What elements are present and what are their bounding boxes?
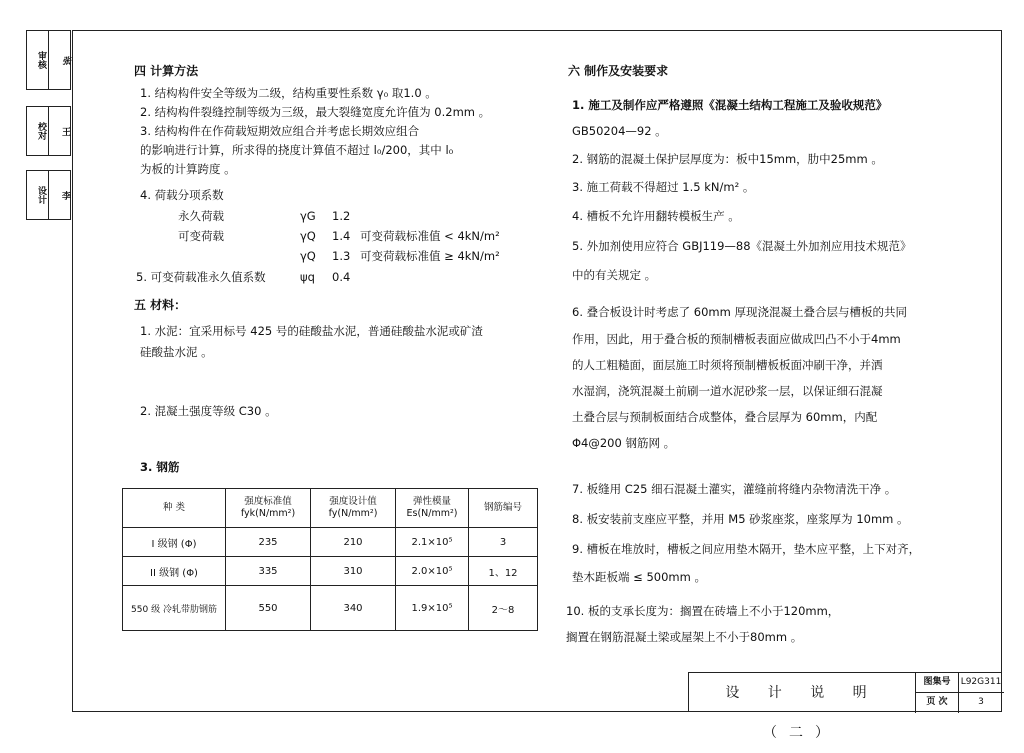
s4-5-symbol: ψq bbox=[300, 270, 315, 284]
table-header bbox=[396, 489, 469, 528]
load-symbol: γQ bbox=[300, 249, 316, 263]
table-header bbox=[311, 489, 396, 528]
table-cell: 2～8 bbox=[469, 586, 538, 631]
s6-item: 的人工粗糙面，面层施工时须将预制槽板板面冲刷干净，并洒 bbox=[572, 358, 883, 372]
section-4-title: 四 计算方法 bbox=[134, 64, 199, 78]
table-cell: 1.9×10⁵ bbox=[396, 586, 469, 631]
table-header bbox=[226, 489, 311, 528]
s5-item: 1. 水泥：宜采用标号 425 号的硅酸盐水泥，普通硅酸盐水泥或矿渣 bbox=[140, 324, 483, 338]
side-row bbox=[26, 30, 71, 90]
atlas-value: L92G311 bbox=[960, 677, 1002, 687]
header-text: 钢筋编号 bbox=[483, 502, 522, 513]
s4-4-title: 4. 荷载分项系数 bbox=[140, 188, 224, 202]
s6-item: 3. 施工荷载不得超过 1.5 kN/m² 。 bbox=[572, 180, 755, 194]
s6-item: 6. 叠合板设计时考虑了 60mm 厚现浇混凝土叠合层与槽板的共同 bbox=[572, 305, 907, 319]
atlas-label: 图集号 bbox=[916, 673, 959, 692]
s6-item: 8. 板安装前支座应平整，并用 M5 砂浆座浆，座浆厚为 10mm 。 bbox=[572, 512, 909, 526]
table-header-row bbox=[123, 489, 538, 528]
header-text: 弹性模量 Es(N/mm²) bbox=[406, 496, 458, 519]
s5-item: 硅酸盐水泥 。 bbox=[140, 345, 213, 359]
s4-5-value: 0.4 bbox=[332, 270, 351, 284]
drawing-title: 设 计 说 明 （二） bbox=[725, 685, 879, 741]
load-note: 可变荷载标准值 ≥ 4kN/m² bbox=[360, 249, 500, 263]
load-symbol: γG bbox=[300, 209, 316, 223]
s6-item: 7. 板缝用 C25 细石混凝土灌实，灌缝前将缝内杂物清洗干净 。 bbox=[572, 482, 897, 496]
section-5-title: 五 材料： bbox=[134, 298, 187, 312]
table-cell: 550 bbox=[226, 586, 311, 631]
table-cell: 550 级 冷轧带肋钢筋 bbox=[123, 586, 226, 631]
s4-item: 为板的计算跨度 。 bbox=[140, 162, 236, 176]
s6-item: 5. 外加剂使用应符合 GBJ119—88《混凝土外加剂应用技术规范》 bbox=[572, 239, 912, 253]
table-cell: II 级钢 (Φ) bbox=[123, 557, 226, 586]
side-sign: 王 bbox=[60, 126, 70, 136]
table-cell: 340 bbox=[311, 586, 396, 631]
s6-item: 中的有关规定 。 bbox=[572, 268, 657, 282]
title-block bbox=[688, 672, 1002, 741]
s6-item: 2. 钢筋的混凝土保护层厚度为：板中15mm，肋中25mm 。 bbox=[572, 152, 883, 166]
table-cell: 335 bbox=[226, 557, 311, 586]
load-symbol: γQ bbox=[300, 229, 316, 243]
s6-item: 土叠合层与预制板面结合成整体，叠合层厚为 60mm，内配 bbox=[572, 410, 878, 424]
page-value: 3 bbox=[978, 697, 984, 707]
side-label: 校对 bbox=[27, 107, 49, 155]
side-signature-strip bbox=[26, 30, 71, 210]
table-cell: 235 bbox=[226, 528, 311, 557]
s4-item: 2. 结构构件裂缝控制等级为三级，最大裂缝宽度允许值为 0.2mm 。 bbox=[140, 105, 491, 119]
title-block-grid bbox=[915, 673, 1004, 713]
load-value: 1.4 bbox=[332, 229, 351, 243]
side-sign: 张 bbox=[60, 55, 70, 65]
s4-item: 的影响进行计算，所求得的挠度计算值不超过 l₀/200，其中 l₀ bbox=[140, 143, 454, 157]
s4-item: 3. 结构构件在作荷载短期效应组合并考虑长期效应组合 bbox=[140, 124, 420, 138]
side-label: 审核 bbox=[27, 31, 49, 89]
side-sign: 李 bbox=[60, 190, 70, 200]
table-cell: 310 bbox=[311, 557, 396, 586]
table-cell: 210 bbox=[311, 528, 396, 557]
atlas-row bbox=[916, 673, 1004, 693]
header-text: 种 类 bbox=[162, 502, 186, 513]
s6-item: 9. 槽板在堆放时，槽板之间应用垫木隔开，垫木应平整，上下对齐， bbox=[572, 542, 921, 556]
s6-item: 1. 施工及制作应严格遵照《混凝土结构工程施工及验收规范》 bbox=[572, 98, 888, 112]
table-cell: I 级钢 (Φ) bbox=[123, 528, 226, 557]
table-cell: 3 bbox=[469, 528, 538, 557]
s6-item: 垫木距板端 ≤ 500mm 。 bbox=[572, 570, 706, 584]
s5-item: 3. 钢筋 bbox=[140, 460, 180, 474]
load-name: 可变荷载 bbox=[178, 229, 224, 243]
steel-table bbox=[122, 488, 538, 631]
side-row bbox=[26, 106, 71, 156]
load-value: 1.3 bbox=[332, 249, 351, 263]
table-row bbox=[123, 557, 538, 586]
table-cell: 2.0×10⁵ bbox=[396, 557, 469, 586]
s6-item: Φ4@200 钢筋网 。 bbox=[572, 436, 676, 450]
table-header bbox=[469, 489, 538, 528]
side-label: 设计 bbox=[27, 171, 49, 219]
load-name: 永久荷载 bbox=[178, 209, 224, 223]
table-cell: 2.1×10⁵ bbox=[396, 528, 469, 557]
header-text: 强度标准值 fyk(N/mm²) bbox=[240, 496, 296, 519]
s5-item: 2. 混凝土强度等级 C30 。 bbox=[140, 404, 277, 418]
s6-item: 搁置在钢筋混凝土梁或屋架上不小于80mm 。 bbox=[566, 630, 803, 644]
page-label: 页 次 bbox=[916, 693, 959, 713]
section-6-title: 六 制作及安装要求 bbox=[568, 64, 669, 78]
load-value: 1.2 bbox=[332, 209, 351, 223]
s6-item: GB50204—92 。 bbox=[572, 124, 667, 138]
s4-item: 1. 结构构件安全等级为二级，结构重要性系数 γ₀ 取1.0 。 bbox=[140, 86, 437, 100]
table-row bbox=[123, 586, 538, 631]
table-header bbox=[123, 489, 226, 528]
table-cell: 1、12 bbox=[469, 557, 538, 586]
side-row bbox=[26, 170, 71, 220]
s6-item: 水湿润，浇筑混凝土前刷一道水泥砂浆一层，以保证细石混凝 bbox=[572, 384, 883, 398]
s4-5: 5. 可变荷载准永久值系数 bbox=[136, 270, 266, 284]
s6-item: 10. 板的支承长度为：搁置在砖墙上不小于120mm， bbox=[566, 604, 840, 618]
s6-item: 作用，因此，用于叠合板的预制槽板表面应做成凹凸不小于4mm bbox=[572, 332, 901, 346]
header-text: 强度设计值 fy(N/mm²) bbox=[328, 496, 378, 519]
s6-item: 4. 槽板不允许用翻转模板生产 。 bbox=[572, 209, 740, 223]
page-row bbox=[916, 693, 1004, 713]
table-row bbox=[123, 528, 538, 557]
load-note: 可变荷载标准值 < 4kN/m² bbox=[360, 229, 500, 243]
